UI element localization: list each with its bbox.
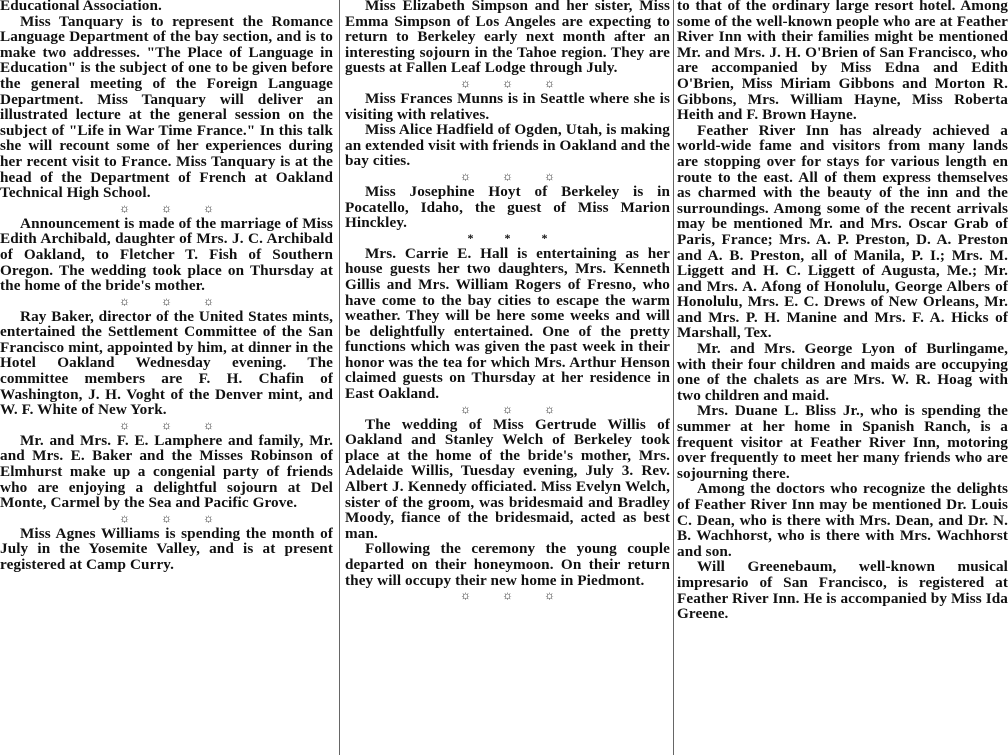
ornament-divider: ☼ ☼ ☼ [460, 75, 569, 90]
article-paragraph: Following the ceremony the young couple departed on their honeymoon. On their return they will occupy their new home in Piedmont. [345, 540, 670, 589]
ornament-divider: ☼ ☼ ☼ [119, 200, 228, 215]
article-paragraph: Miss Elizabeth Simpson and her sister, Miss Emma Simpson of Los Angeles are expecting to return to Berkeley early next month after an interesting sojourn in the Tahoe region. They are guests at Fallen Leaf Lodge through July. [345, 0, 670, 77]
article-paragraph: Mrs. Carrie E. Hall is entertaining as her house guests her two daughters, Mrs. Kenneth Gillis and Mrs. William Rogers of Fresno, who have come to the bay cities to escape the warm weather. They will be here some weeks and will be delightfully entertained. One of the pretty functions which was given the past week in their honor was the tea for which Mrs. Arthur Henson claimed guests on Thursday at her residence in East Oakland. [345, 244, 670, 403]
ornament-divider: ☼ ☼ ☼ [460, 588, 569, 603]
article-paragraph: Educational Association. [0, 0, 162, 14]
article-paragraph: Miss Tanquary is to represent the Romance Language Department of the bay section, and is to make two addresses. "The Place of Language in Education" is the subject of one to be given before the general meeting of the Foreign Language Department. Miss Tanquary will deliver an illustrated lecture at the general session on the subject of "Life in War Time France." In this talk she will recount some of her experiences during her recent visit to France. Miss Tanquary is at the head of the Department of French at Oakland Technical High School. [0, 12, 333, 202]
column-1 [0, 0, 333, 755]
article-paragraph: to that of the ordinary large resort hotel. Among some of the well-known people who are at Feather River Inn with their families might be mentioned Mr. and Mrs. J. H. O'Brien of San Francisco, who are accompanied by Miss Edna and Edith O'Brien, Miss Miriam Gibbons and Morton R. Gibbons, Mrs. William Hayne, Miss Roberta Heith and F. Brown Hayne. [677, 0, 1008, 124]
article-paragraph: Miss Frances Munns is in Seattle where she is visiting with relatives. [345, 89, 670, 123]
column-3 [677, 0, 1008, 755]
article-paragraph: Ray Baker, director of the United States mints, entertained the Settlement Committee of the San Francisco mint, appointed by him, at dinner in the Hotel Oakland Wednesday evening. The committee members are F. H. Chafin of Washington, J. H. Voght of the Denver mint, and W. F. White of New York. [0, 307, 333, 419]
ornament-divider: ☼ ☼ ☼ [460, 401, 569, 416]
article-paragraph: Miss Alice Hadfield of Ogden, Utah, is making an extended visit with friends in Oakland and the bay cities. [345, 121, 670, 170]
article-paragraph: Mrs. Duane L. Bliss Jr., who is spending the summer at her home in Spanish Ranch, is a frequent visitor at Feather River Inn, motoring over frequently to meet her many friends who are sojourning there. [677, 402, 1008, 482]
article-paragraph: Miss Agnes Williams is spending the month of July in the Yosemite Valley, and is at present registered at Camp Curry. [0, 524, 333, 573]
article-paragraph: Announcement is made of the marriage of Miss Edith Archibald, daughter of Mrs. J. C. Archibald of Oakland, to Fletcher T. Fish of Southern Oregon. The wedding took place on Thursday at the home of the bride's mother. [0, 214, 333, 295]
article-paragraph: The wedding of Miss Gertrude Willis of Oakland and Stanley Welch of Berkeley took place at the home of the bride's mother, Mrs. Adelaide Willis, Tuesday evening, July 3. Rev. Albert J. Kennedy officiated. Miss Evelyn Welch, sister of the groom, was bridesmaid and Bradley Moody, fiance of the bridesmaid, acted as best man. [345, 415, 670, 542]
column-2 [345, 0, 670, 755]
ornament-divider: ☼ ☼ ☼ [119, 510, 228, 525]
article-paragraph: Feather River Inn has already achieved a world-wide fame and visitors from many lands are stopping over for stays for various length en route to the east. All of them express themselves as charmed with the beauty of the inn and the surroundings. Among some of the recent arrivals may be mentioned Mr. and Mrs. Oscar Grab of Paris, France; Mrs. A. P. Preston, D. A. Preston and A. B. Preston, all of Manila, P. I.; Mrs. M. Liggett and H. C. Liggett of Augusta, Me.; Mr. and Mrs. A. Afong of Honolulu, George Albers of Honolulu, Mrs. E. C. Drews of New Orleans, Mr. and Mrs. P. H. Manine and Mrs. F. A. Hicks of Marshall, Tex. [677, 121, 1008, 342]
article-paragraph: Miss Josephine Hoyt of Berkeley is in Pocatello, Idaho, the guest of Miss Marion Hinckley. [345, 182, 670, 232]
article-paragraph: Mr. and Mrs. George Lyon of Burlingame, with their four children and maids are occupying one of the chalets as are Mrs. W. R. Hoag with two children and maid. [677, 340, 1008, 404]
article-paragraph: Among the doctors who recognize the delights of Feather River Inn may be mentioned Dr. Louis C. Dean, who is there with Mrs. Dean, and Dr. N. B. Wachhorst, who is there with Mrs. Wachhorst and son. [677, 480, 1008, 560]
column-rule [339, 0, 340, 755]
ornament-divider: * * * [467, 230, 562, 245]
ornament-divider: ☼ ☼ ☼ [119, 293, 228, 308]
ornament-divider: ☼ ☼ ☼ [119, 417, 228, 432]
column-rule [673, 0, 674, 755]
article-paragraph: Will Greenebaum, well-known musical impresario of San Francisco, is registered at Feather River Inn. He is accompanied by Miss Ida Greene. [677, 558, 1008, 623]
article-paragraph: Mr. and Mrs. F. E. Lamphere and family, Mr. and Mrs. E. Baker and the Misses Robinson of Elmhurst make up a congenial party of friends who are enjoying a delightful sojourn at Del Monte, Carmel by the Sea and Pacific Grove. [0, 431, 333, 512]
ornament-divider: ☼ ☼ ☼ [460, 168, 569, 183]
